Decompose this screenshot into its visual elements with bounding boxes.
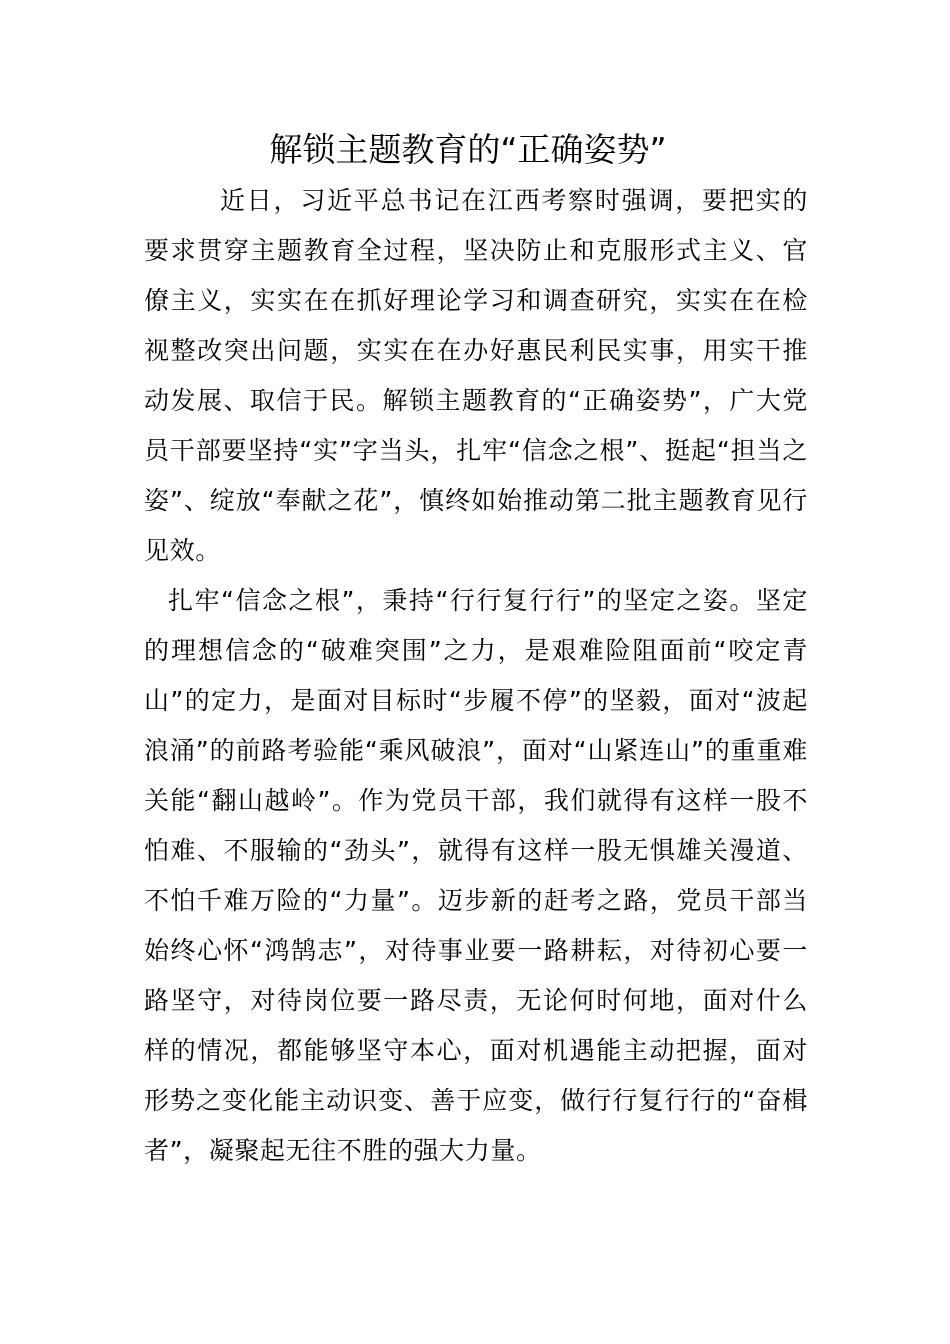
paragraph-2: 扎牢“信念之根”，秉持“行行复行行”的坚定之姿。坚定的理想信念的“破难突围”之力，是艰难险阻面前“咬定青山”的定力，是面对目标时“步履不停”的坚毅，面对“波起浪涌”的前路考验能“乘风破浪”，面对“山紧连山”的重重难关能“翻山越岭”。作为党员干部，我们就得有这样一股不怕难、不服输的“劲头”，就得有这样一股无惧雄关漫道、不怕千难万险的“力量”。迈步新的赶考之路，党员干部当始终心怀“鸿鹄志”，对待事业要一路耕耘，对待初心要一路坚守，对待岗位要一路尽责，无论何时何地，面对什么样的情况，都能够坚守本心，面对机遇能主动把握，面对形势之变化能主动识变、善于应变，做行行复行行的“奋楫者”，凝聚起无往不胜的强大力量。 <box>144 586 808 1165</box>
document-title: 解锁主题教育的“正确姿势” <box>269 130 667 169</box>
document-body <box>144 176 808 1176</box>
paragraph-1: 近日，习近平总书记在江西考察时强调，要把实的要求贯穿主题教育全过程，坚决防止和克服形式主义、官僚主义，实实在在抓好理论学习和调查研究，实实在在检视整改突出问题，实实在在办好惠民利民实事，用实干推动发展、取信于民。解锁主题教育的“正确姿势”，广大党员干部要坚持“实”字当头，扎牢“信念之根”、挺起“担当之姿”、绽放“奉献之花”，慎终如始推动第二批主题教育见行见效。 <box>144 186 808 565</box>
